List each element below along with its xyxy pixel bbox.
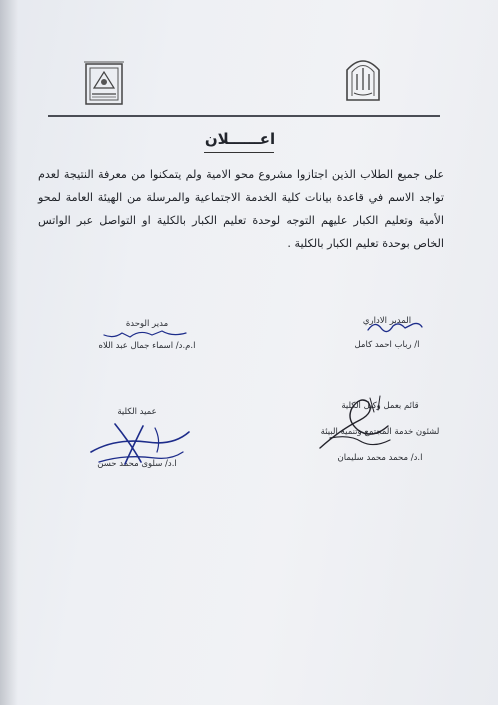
vice-dean-signature-icon [300, 390, 400, 460]
vice-dean-title-1: قائم بعمل وكيل الكلية [341, 401, 419, 411]
announcement-body: على جميع الطلاب الذين اجتازوا مشروع محو الامية ولم يتمكنوا من معرفة النتيجة لعدم تواجد الاسم في قاعدة بيانات كلية الخدمة الاجتماعية والمرسلة من الهيئة العامة لمحو الأمية وتعليم الكبار عليهم التوجه لوحدة تعليم الكبار بالكلية او التواصل عبر الواتس الخاص بوحدة تعليم الكبار بالكلية . [38, 168, 444, 250]
admin-manager-title: المدير الاداري [362, 316, 412, 326]
announcement-title: اعــــــلان [204, 130, 276, 148]
unit-manager-title: مدير الوحدة [125, 319, 169, 329]
header-divider [48, 115, 440, 117]
page-shadow [0, 0, 18, 705]
vice-dean-title-2: لشئون خدمة المجتمع وتنمية البيئة [320, 427, 440, 437]
university-logo-icon [82, 58, 126, 108]
dean-name: ا.د/ سلوى محمد حسن [97, 459, 177, 469]
admin-manager-name: ا/ رباب احمد كامل [354, 340, 420, 350]
unit-manager-signature-icon [100, 325, 190, 343]
faculty-logo-icon [343, 50, 383, 102]
unit-manager-name: ا.م.د/ اسماء جمال عبد اللاه [98, 341, 196, 351]
admin-manager-signature-icon [365, 318, 425, 334]
title-underline [204, 152, 274, 153]
dean-signature-icon [85, 418, 195, 470]
dean-title: عميد الكلية [117, 407, 157, 417]
vice-dean-name: ا.د/ محمد محمد سليمان [337, 453, 423, 463]
